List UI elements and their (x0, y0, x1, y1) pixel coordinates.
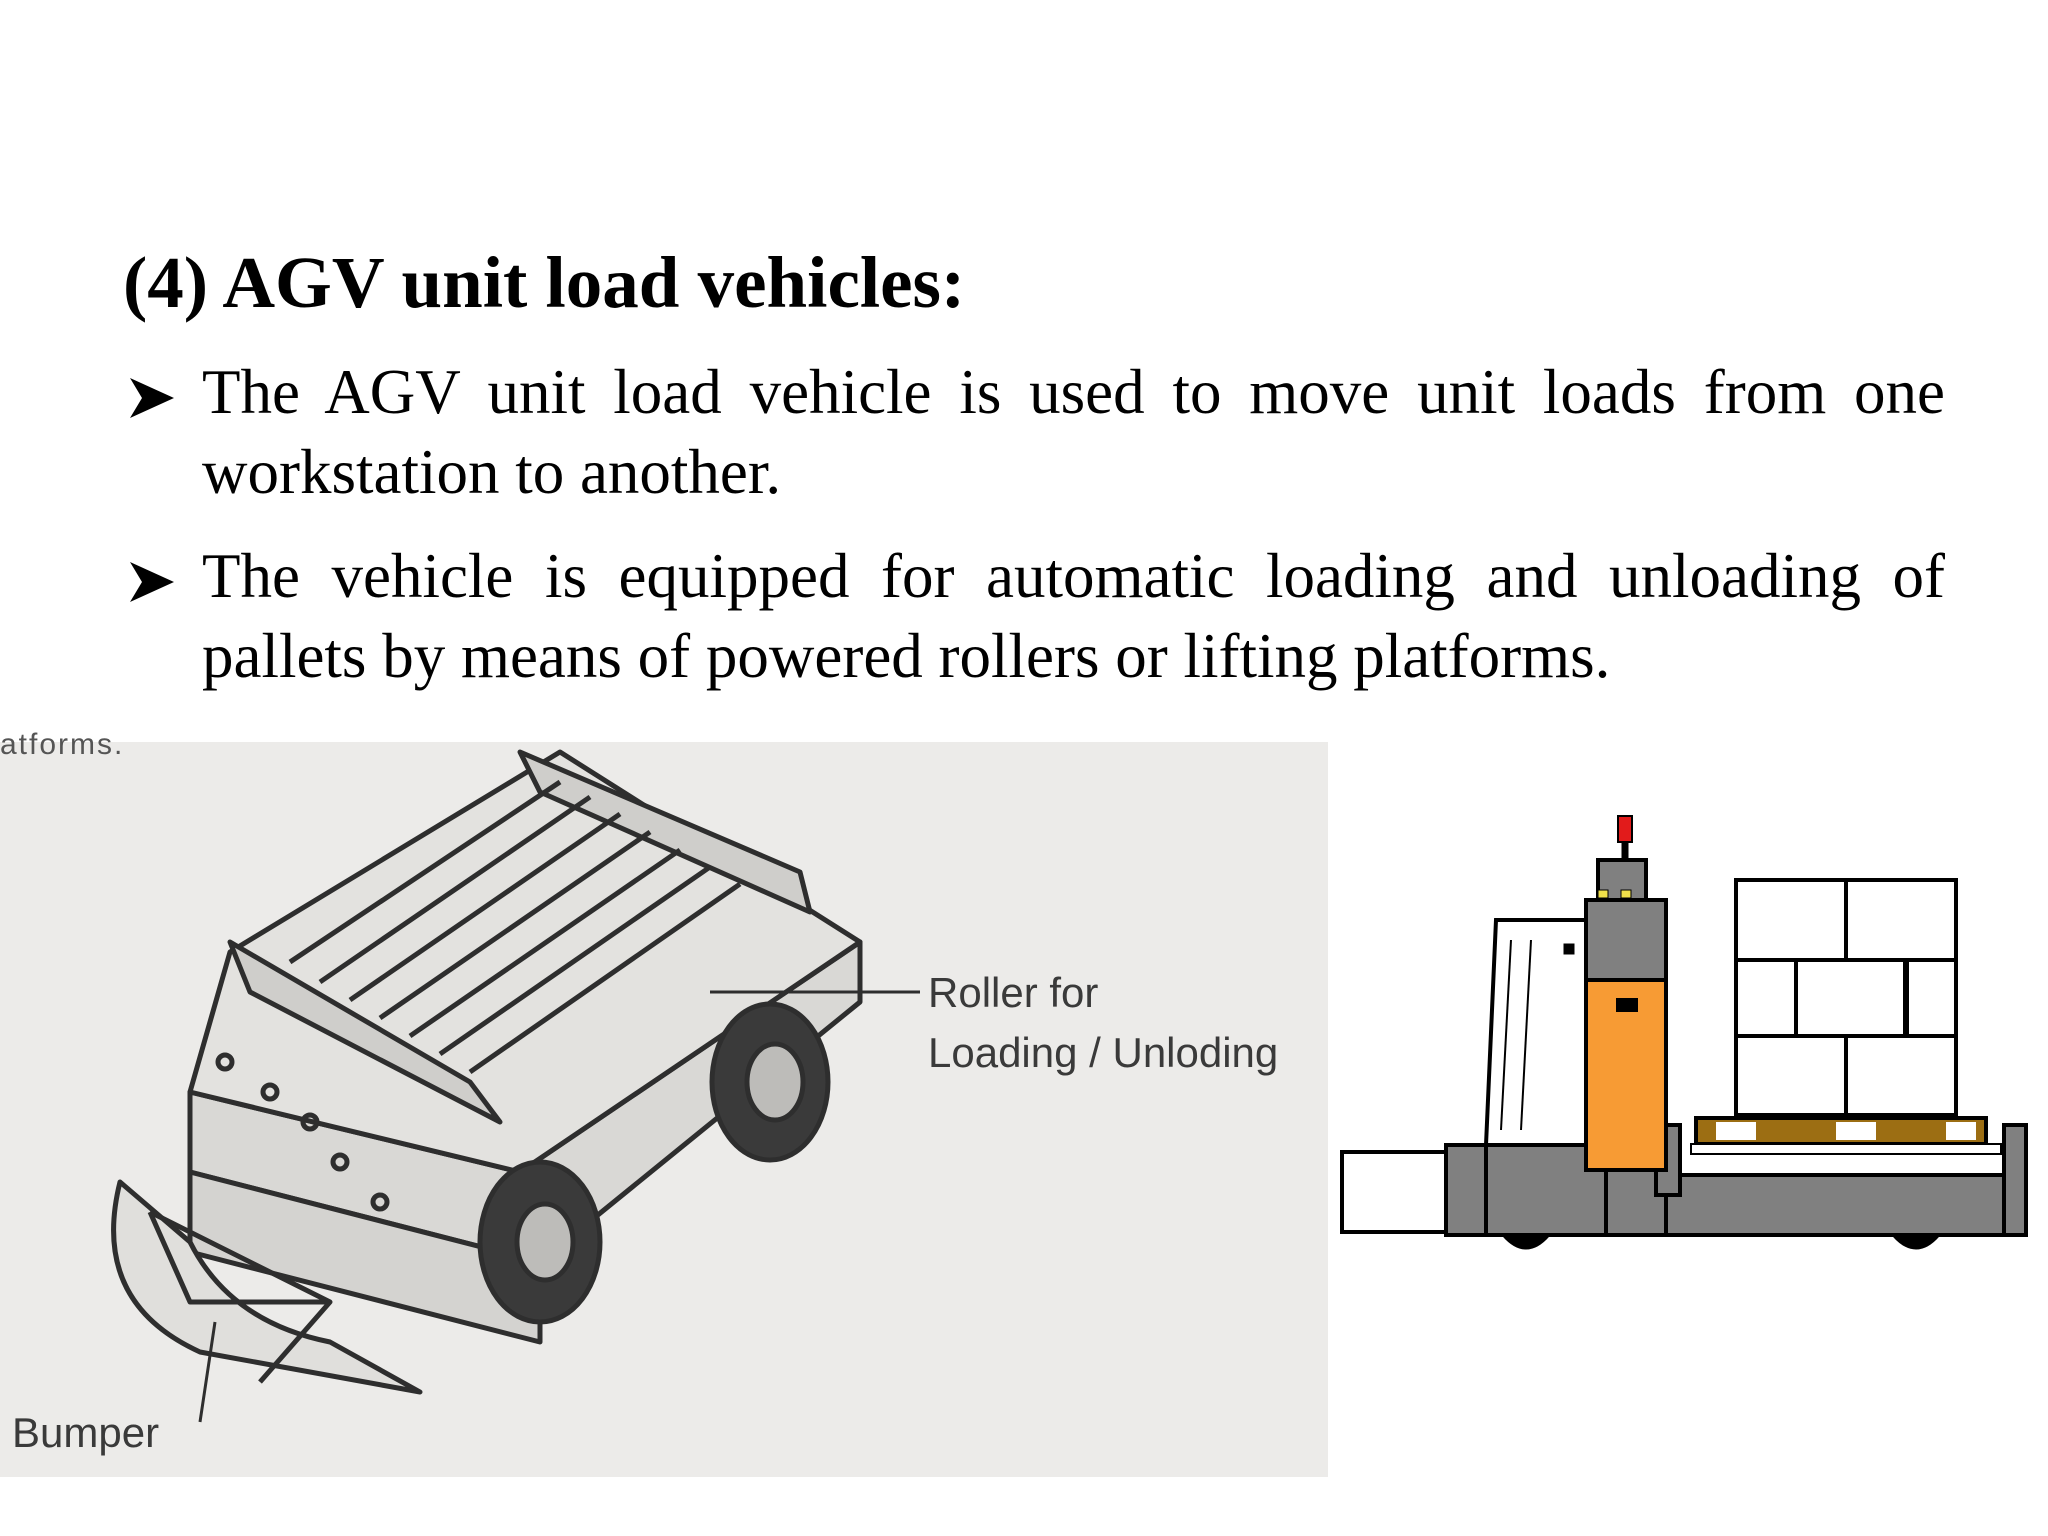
slide-title: (4) AGV unit load vehicles: (123, 242, 966, 323)
roller-label-line1: Roller for (928, 969, 1099, 1016)
bullet-item (128, 352, 1945, 512)
agv-side-view (1336, 800, 2036, 1270)
bumper-label: Bumper (12, 1409, 160, 1456)
bullet-text: The vehicle is equipped for automatic loading and unloading of pallets by means of powered rollers or lifting platforms. (202, 541, 1945, 691)
arrow-bullet-icon (128, 376, 176, 420)
arrow-bullet-icon (128, 560, 176, 604)
cropped-caption-text: atforms. (0, 728, 125, 761)
roller-label-line2: Loading / Unloding (928, 1029, 1279, 1076)
agv-roller-illustration (0, 728, 1328, 1477)
agv-sketch (0, 742, 1328, 1477)
bullet-item (128, 536, 1945, 696)
bullet-text: The AGV unit load vehicle is used to move unit loads from one workstation to another. (202, 357, 1945, 507)
agv-side-view-illustration (1336, 800, 2036, 1270)
